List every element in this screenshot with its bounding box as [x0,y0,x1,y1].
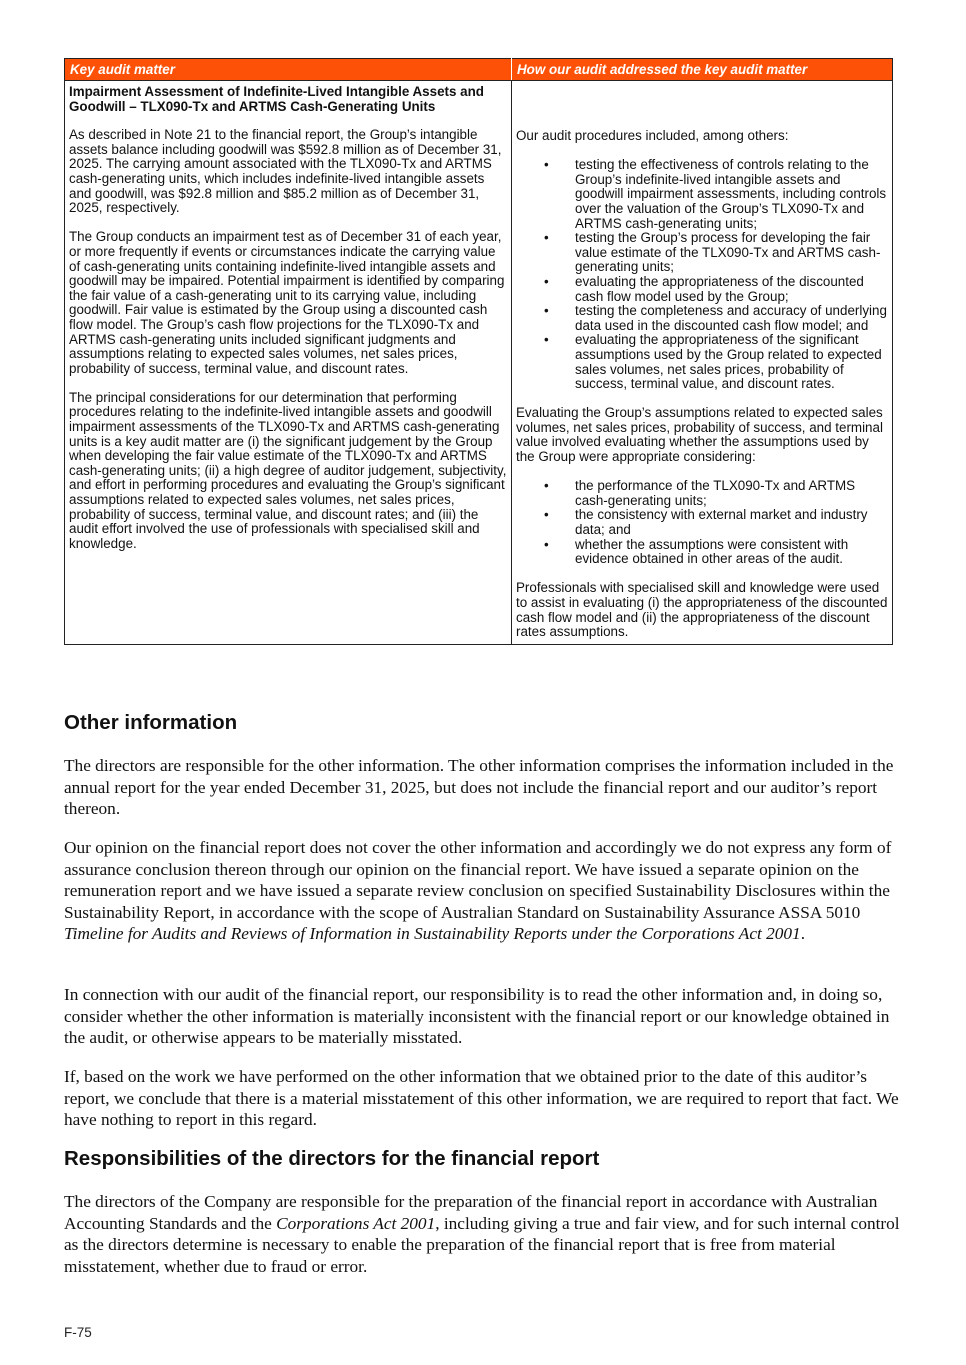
bullet-icon: • [544,230,549,246]
bullet-icon: • [544,507,549,523]
bullet-icon: • [544,478,549,494]
procedures-list [516,158,888,392]
directors-responsibilities-heading: Responsibilities of the directors for the financial report [64,1147,600,1170]
bullet-icon: • [544,273,549,289]
other-info-paragraph-2: Our opinion on the financial report does not cover the other information and accordingly we do not express any form of assurance conclusion thereon through our opinion on the financial report. We have issued a separate opinion on the remuneration report and we have issued a separate review conclusion on specified Sustainability Disclosures within the Sustainability Report, in accordance with the scope of Australian Standard on Sustainability Assurance ASSA 5010 Timeline for Audits and Reviews of Information in Sustainability Reports under the Corporations Act 2001. [64,838,892,943]
response-middle: Evaluating the Group’s assumptions related to expected sales volumes, net sales prices, probability of success, and terminal value involved evaluating whether the assumptions used by the Group were appropriate considering: [516,405,883,465]
matter-paragraph: As described in Note 21 to the financial report, the Group’s intangible assets balance including goodwill was $592.8 million as of December 31, 2025. The carrying amount associated with the TLX090-Tx and ARTMS cash-generating units, which includes indefinite-lived intangible assets and goodwill, was $92.8 million and $85.2 million as of December 31, 2025, respectively. [69,127,502,216]
header-key-audit-matter: Key audit matter [65,59,512,81]
matter-paragraph: The Group conducts an impairment test as of December 31 of each year, or more frequently if events or circumstances indicate the carrying value of cash-generating units containing indefinite-lived intangible assets and goodwill may be impaired. Potential impairment is identified by comparing the fair value of a cash-generating unit to its carrying value, including goodwill. Fair value is estimated by the Group using a discounted cash flow model. The Group’s cash flow projections for the TLX090-Tx and ARTMS cash-generating units included significant judgments and assumptions relating to expected sales volumes, net sales prices, probability of success, terminal value, and discount rates. [69,229,505,376]
table-body-row [65,81,893,645]
bullet-icon: • [544,157,549,173]
bullet-icon: • [544,303,549,319]
other-information-heading: Other information [64,711,238,734]
other-info-paragraph-4: If, based on the work we have performed on the other information that we obtained prior to the date of this auditor’s report, we conclude that there is a material misstatement of this other information, we are required to report that fact. We have nothing to report in this regard. [64,1067,899,1129]
key-audit-matter-table [64,58,893,645]
list-item: • evaluating the appropriateness of the significant assumptions used by the Group related to expected sales volumes, net sales prices, probability of success, terminal value, and discount rates. [544,332,882,392]
matter-title: Impairment Assessment of Indefinite-Lived Intangible Assets and Goodwill – TLX090-Tx and ARTMS Cash-Generating Units [69,84,484,114]
other-info-paragraph-1: The directors are responsible for the other information. The other information comprises the information included in the annual report for the year ended December 31, 2025, but does not include the financial report and our auditor’s report thereon. [64,756,894,818]
table-header-row [65,59,893,81]
response-closing: Professionals with specialised skill and knowledge were used to assist in evaluating (i) the appropriateness of the discounted cash flow model and (ii) the appropriateness of the discount rates assumptions. [516,580,888,640]
list-item: • testing the completeness and accuracy of underlying data used in the discounted cash flow model; and [544,303,887,333]
audit-response-cell [512,81,893,645]
list-item: • the consistency with external market and industry data; and [544,507,868,538]
page-number: F-75 [64,1325,92,1340]
list-item: • evaluating the appropriateness of the discounted cash flow model used by the Group; [544,273,864,304]
other-info-paragraph-3: In connection with our audit of the financial report, our responsibility is to read the other information and, in doing so, consider whether the other information is materially inconsistent with the financial report or our knowledge obtained in the audit, or otherwise appears to be materially misstated. [64,985,890,1047]
response-intro: Our audit procedures included, among others: [516,128,789,143]
list-item: • the performance of the TLX090-Tx and ARTMS cash-generating units; [544,478,856,508]
list-item: • testing the effectiveness of controls relating to the Group’s indefinite-lived intangible assets and goodwill impairment assessments, including controls over the valuation of the Group’s TLX090-Tx and ARTMS cash-generating units; [544,157,887,231]
header-how-addressed: How our audit addressed the key audit matter [512,59,893,81]
list-item: • testing the Group’s process for developing the fair value estimate of the TLX090-Tx and ARTMS cash-generating units; [544,230,881,275]
matter-paragraph: The principal considerations for our determination that performing procedures relating to the indefinite-lived intangible assets and goodwill impairment assessments of the TLX090-Tx and ARTMS cash-generating units is a key audit matter are (i) the significant judgement by the Group when developing the fair value estimate of the TLX090-Tx and ARTMS cash-generating units; (ii) a high degree of auditor judgement, subjectivity, and effort in performing procedures and evaluating the Group’s significant assumptions related to expected sales volumes, net sales prices, probability of success, terminal value, and discount rates; and (iii) the audit effort involved the use of professionals with specialised skill and knowledge. [69,389,507,551]
considerations-list [516,479,888,567]
bullet-icon: • [544,536,549,552]
list-item: • whether the assumptions were consistent with evidence obtained in other areas of the audit. [544,536,849,567]
key-audit-matter-cell [65,81,512,645]
bullet-icon: • [544,332,549,348]
directors-paragraph-1: The directors of the Company are responsible for the preparation of the financial report in accordance with Australian Accounting Standards and the Corporations Act 2001, including giving a true and fair view, and for such internal control as the directors determine is necessary to enable the preparation of the financial report that is free from material misstatement, whether due to fraud or error. [64,1192,900,1276]
